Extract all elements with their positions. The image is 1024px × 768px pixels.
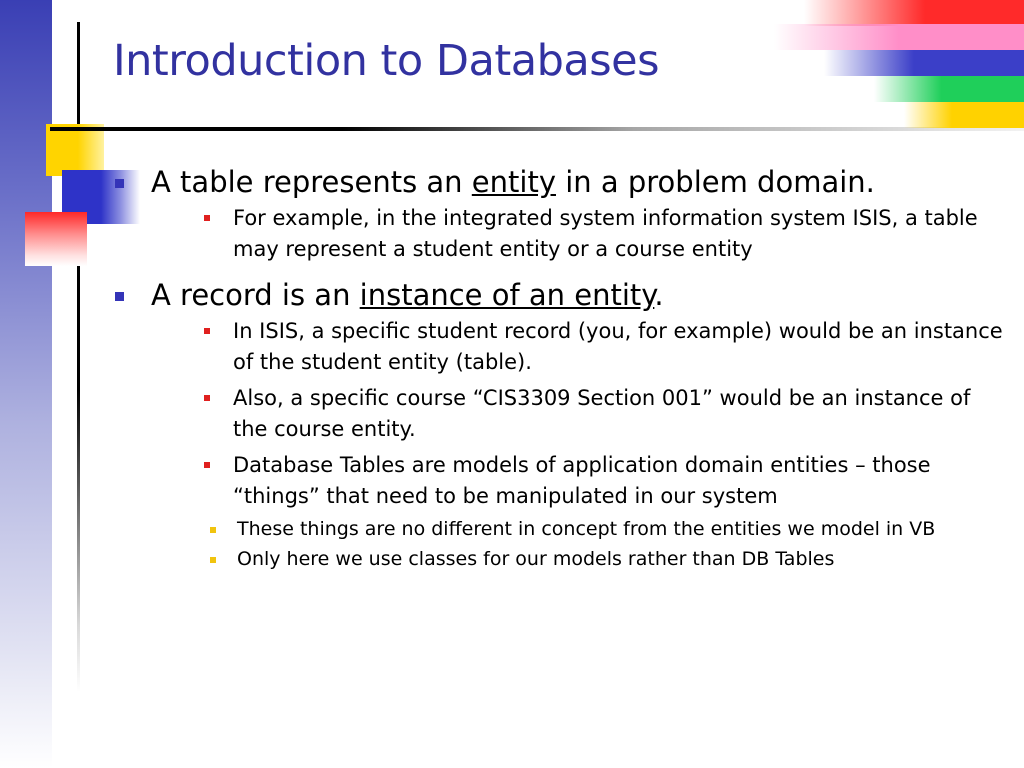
sub-bullet: Also, a specific course “CIS3309 Section 001” would be an instance of the course entity. [147, 383, 1010, 445]
sub-bullet: Database Tables are models of application domain entities – those “things” that need to be manipulated in our system These things are no different in concept from the entities we model in VB Only here we use classes for our models rather than DB Tables [147, 450, 1010, 574]
slide-title: Introduction to Databases [113, 36, 659, 86]
decor-square-yellow [46, 124, 104, 176]
vertical-rule [77, 22, 80, 692]
sub-sub-bullet: Only here we use classes for our models rather than DB Tables [192, 544, 1010, 574]
left-gradient-strip [0, 0, 52, 768]
bullet-list [110, 164, 1010, 574]
bullet-record [110, 277, 1010, 574]
sub-bullet: For example, in the integrated system information system ISIS, a table may represent a student entity or a course entity [147, 203, 1010, 265]
bullet-text: A record is an instance of an entity. [151, 278, 664, 312]
decor-stripe-yellow [904, 102, 1024, 128]
sub-sub-bullet-list [192, 514, 1010, 574]
sub-sub-bullet: These things are no different in concept from the entities we model in VB [192, 514, 1010, 544]
slide-body [110, 164, 1010, 586]
decor-square-red [25, 212, 87, 266]
decor-stripe-blue [824, 50, 1024, 76]
sub-bullet-list [151, 203, 1010, 265]
bullet-text: A table represents an entity in a problem domain. [151, 165, 875, 199]
underlined-term: entity [471, 165, 556, 199]
underlined-term: instance of an entity [359, 278, 655, 312]
sub-bullet-list [151, 316, 1010, 574]
decor-stripe-pink [774, 24, 1024, 50]
bullet-entity [110, 164, 1010, 265]
sub-bullet: In ISIS, a specific student record (you, for example) would be an instance of the student entity (table). [147, 316, 1010, 378]
title-underline-rule [50, 127, 1024, 131]
decor-stripe-green [874, 76, 1024, 102]
decor-stripe-red [804, 0, 1024, 26]
